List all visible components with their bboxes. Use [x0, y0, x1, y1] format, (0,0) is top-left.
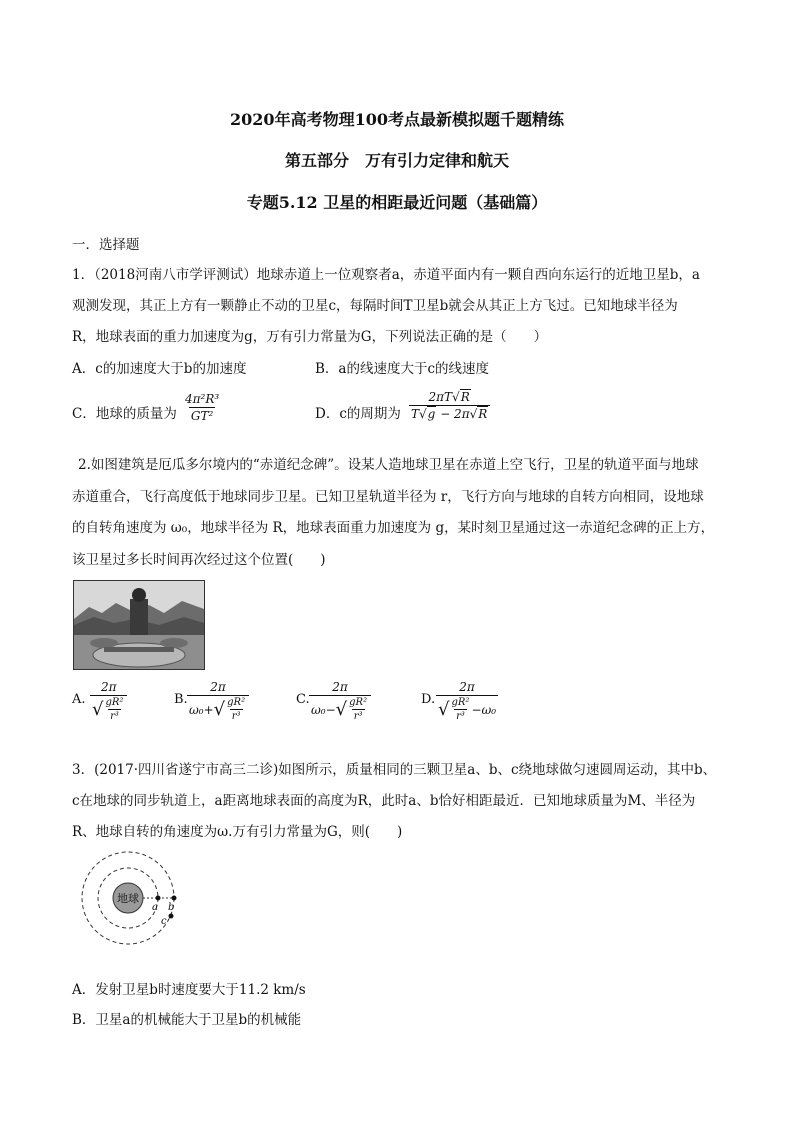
- equator-monument-photo: [73, 580, 205, 670]
- q2-option-c-label: C.: [296, 692, 310, 707]
- q1-line-2: 观测发现，其正上方有一颗静止不动的卫星c，每隔时间T卫星b就会从其正上方飞过。已知地球半径为: [72, 298, 678, 314]
- q2-option-a-label: A.: [72, 692, 86, 707]
- q2-option-d-numerator: 2π: [459, 680, 475, 694]
- earth-label: 地球: [117, 893, 139, 905]
- q3-line-2: c在地球的同步轨道上，a距离地球表面的高度为R，此时a、b恰好相距最近．已知地球质量为M、半径为: [72, 793, 696, 809]
- satellite-b: [172, 896, 177, 901]
- q2-a-rad-num: gR²: [105, 697, 124, 708]
- q2-option-d-fraction: 2π √ $\frac{\text{gR²}}{\text{r³}}$ − ω₀: [438, 680, 497, 722]
- q2-line-4: 该卫星过多长时间再次经过这个位置( ): [72, 552, 326, 568]
- q2-option-a-fraction: 2π √ $\frac{\text{gR²}}{\text{r³}}$: [90, 680, 127, 722]
- q1-option-c-label: C．地球的质量为: [72, 406, 177, 422]
- q1-line-1: 1．（2018河南八市学评测试）地球赤道上一位观察者a，赤道平面内有一颗自西向东运行的近地卫星b，a: [72, 267, 700, 283]
- section-heading: 一．选择题: [72, 237, 140, 253]
- q2-option-c-fraction: 2π ω₀ − √ $\frac{\text{gR²}}{\text{r³}}$: [309, 680, 371, 722]
- q1-option-d-den-c: − 2π: [440, 407, 470, 421]
- q2-option-c-numerator: 2π: [332, 680, 348, 694]
- q1-option-a: A．c的加速度大于b的加速度: [72, 361, 247, 377]
- q2-option-b-label: B.: [174, 692, 188, 707]
- q3-option-a: A．发射卫星b时速度要大于11.2 km/s: [72, 982, 306, 998]
- q1-option-d-num-b: R: [460, 390, 470, 404]
- q1-option-d-numerator: 2πT√R: [428, 390, 470, 404]
- q2-option-b-numerator: 2π: [210, 680, 226, 694]
- q1-option-b: B．a的线速度大于c的线速度: [315, 361, 490, 377]
- q2-line-2: 赤道重合，飞行高度低于地球同步卫星。已知卫星轨道半径为 r，飞行方向与地球的自转方向相同，设地球: [72, 489, 704, 505]
- doc-title-2: 第五部分 万有引力定律和航天: [284, 151, 509, 170]
- q1-option-d-denominator: T√g − 2π√R: [409, 405, 490, 421]
- q1-option-d-fraction: [409, 390, 490, 421]
- q3-line-3: R、地球自转的角速度为ω.万有引力常量为G，则( ): [72, 824, 403, 840]
- q3-option-b: B．卫星a的机械能大于卫星b的机械能: [72, 1012, 302, 1028]
- satellite-c: [169, 914, 174, 919]
- q1-option-d-num-a: 2πT: [428, 390, 453, 404]
- q2-a-rad-den: r³: [110, 711, 119, 722]
- q1-option-d-den-d: R: [478, 407, 488, 421]
- q1-option-d-label: D．c的周期为: [315, 406, 401, 422]
- label-a: a: [152, 902, 158, 913]
- q1-option-d-den-a: T: [411, 407, 420, 421]
- q2-option-a-numerator: 2π: [100, 680, 117, 694]
- q2-line-1: 2.如图建筑是厄瓜多尔境内的“赤道纪念碑”。设某人造地球卫星在赤道上空飞行，卫星的轨道平面与地球: [78, 457, 699, 473]
- q1-option-c-numerator: 4π²R³: [185, 392, 220, 406]
- label-b: b: [168, 902, 175, 913]
- q1-line-3: R，地球表面的重力加速度为g，万有引力常量为G，下列说法正确的是（ ）: [72, 329, 548, 345]
- satellite-a: [156, 896, 161, 901]
- doc-title-1: 2020年高考物理100考点最新模拟题千题精练: [230, 110, 564, 129]
- q1-option-c-fraction: [183, 392, 221, 423]
- q3-line-1: 3．(2017·四川省遂宁市高三二诊)如图所示，质量相同的三颗卫星a、b、c绕地球做匀速圆周运动，其中b、: [72, 762, 717, 778]
- q2-line-3: 的自转角速度为 ω₀，地球半径为 R，地球表面重力加速度为 g，某时刻卫星通过这一赤道纪念碑的正上方，: [72, 520, 715, 536]
- orbit-diagram: [72, 850, 192, 950]
- q2-option-b-fraction: 2π ω₀ + √ $\frac{\text{gR²}}{\text{r³}}$: [187, 680, 249, 722]
- q2-option-d-label: D.: [421, 692, 436, 707]
- q1-option-d-den-b: g: [427, 407, 436, 421]
- q1-option-c-denominator: GT²: [190, 409, 214, 423]
- label-c: c: [161, 916, 167, 927]
- doc-title-3: 专题5.12 卫星的相距最近问题（基础篇）: [246, 193, 548, 212]
